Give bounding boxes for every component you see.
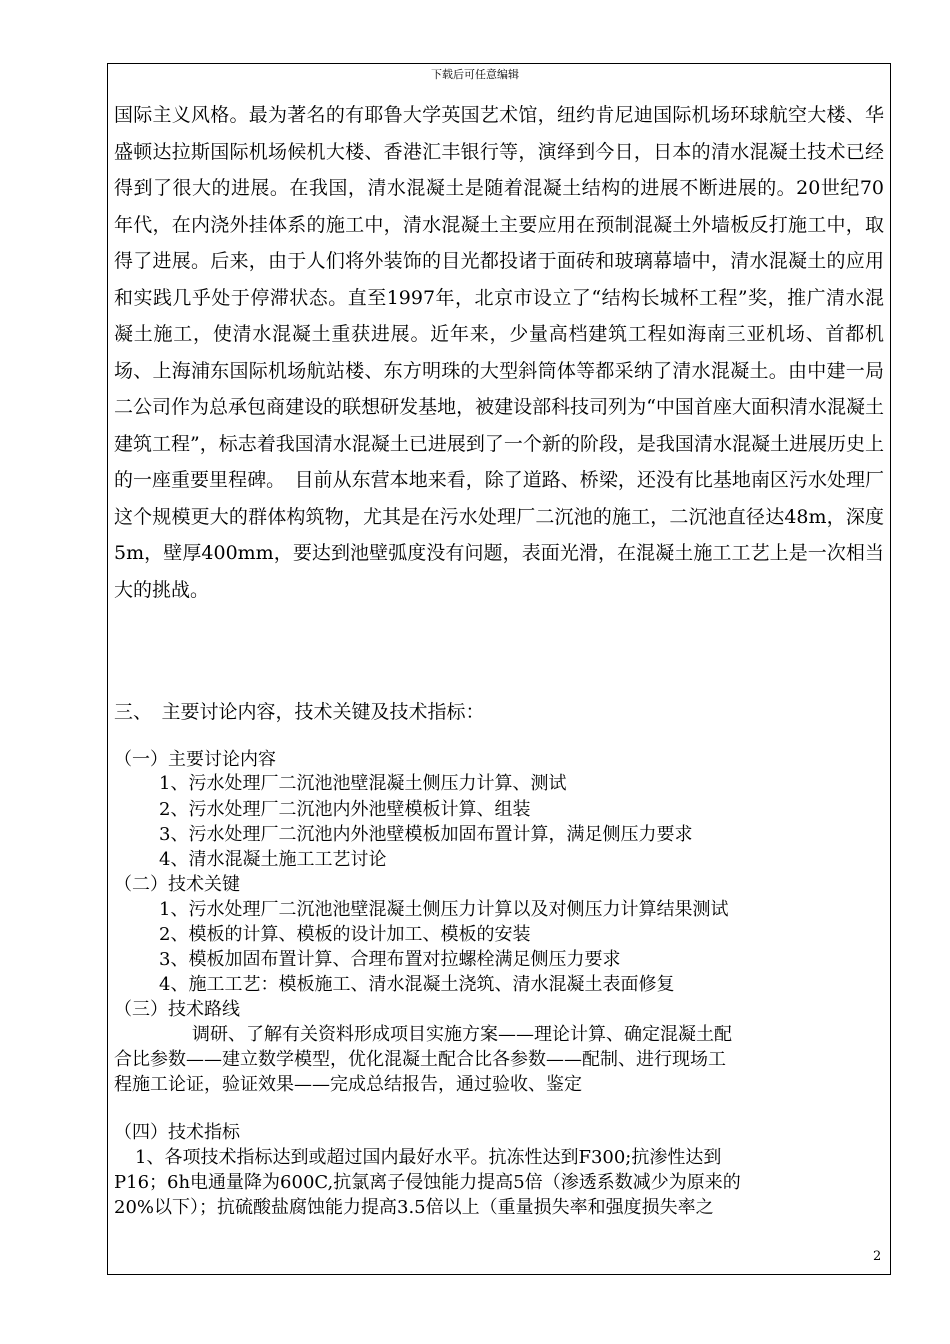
section-three-title: 三、 主要讨论内容，技术关键及技术指标：: [114, 701, 485, 723]
intro-paragraph: 国际主义风格。最为著名的有耶鲁大学英国艺术馆，纽约肯尼迪国际机场环球航空大楼、华盛顿达拉斯国际机场候机大楼、香港汇丰银行等，演绎到今日，日本的清水混凝土技术已经得到了很大的进展。在我国，清水混凝土是随着混凝土结构的进展不断进展的。20世纪70年代，在内浇外挂体系的施工中，清水混凝土主要应用在预制混凝土外墙板反打施工中，取得了进展。后来，由于人们将外装饰的目光都投诸于面砖和玻璃幕墙中，清水混凝土的应用和实践几乎处于停滞状态。直至1997年，北京市设立了“结构长城杯工程”奖，推广清水混凝土施工，使清水混凝土重获进展。近年来，少量高档建筑工程如海南三亚机场、首都机场、上海浦东国际机场航站楼、东方明珠的大型斜筒体等都采纳了清水混凝土。由中建一局二公司作为总承包商建设的联想研发基地，被建设部科技司列为“中国首座大面积清水混凝土建筑工程”，标志着我国清水混凝土已进展到了一个新的阶段，是我国清水混凝土进展历史上的一座重要里程碑。 目前从东营本地来看，除了道路、桥梁，还没有比基地南区污水处理厂这个规模更大的群体构筑物，尤其是在污水处理厂二沉池的施工，二沉池直径达48m，深度5m，壁厚400mm，要达到池壁弧度没有问题，表面光滑，在混凝土施工工艺上是一次相当大的挑战。: [114, 104, 884, 601]
sub4-title: （四）技术指标: [114, 1122, 240, 1143]
sub2-item: 3、模板加固布置计算、合理布置对拉螺栓满足侧压力要求: [159, 949, 621, 970]
sub2-item: 4、施工工艺：模板施工、清水混凝土浇筑、清水混凝土表面修复: [159, 974, 675, 995]
sub3-title: （三）技术路线: [114, 999, 240, 1020]
sub3-line: 合比参数——建立数学模型，优化混凝土配合比各参数——配制、进行现场工: [114, 1049, 726, 1070]
sub2-title: （二）技术关键: [114, 874, 240, 895]
sub4-line: 1、各项技术指标达到或超过国内最好水平。抗冻性达到F300;抗渗性达到: [135, 1147, 722, 1168]
sub3-line: 调研、了解有关资料形成项目实施方案——理论计算、确定混凝土配: [192, 1024, 732, 1045]
sub1-item: 4、清水混凝土施工工艺讨论: [159, 849, 387, 870]
sub1-item: 1、污水处理厂二沉池池壁混凝土侧压力计算、测试: [159, 773, 567, 794]
page-number: 2: [873, 1249, 882, 1264]
sub4-line: 20%以下）；抗硫酸盐腐蚀能力提高3.5倍以上（重量损失率和强度损失率之: [114, 1197, 714, 1218]
sub1-title: （一）主要讨论内容: [114, 749, 276, 770]
sub3-line: 程施工论证，验证效果——完成总结报告，通过验收、鉴定: [114, 1074, 582, 1095]
sub2-item: 2、模板的计算、模板的设计加工、模板的安装: [159, 924, 531, 945]
sub1-item: 2、污水处理厂二沉池内外池壁模板计算、组装: [159, 799, 531, 820]
sub2-item: 1、污水处理厂二沉池池壁混凝土侧压力计算以及对侧压力计算结果测试: [159, 899, 729, 920]
header-note: 下载后可任意编辑: [431, 68, 519, 81]
sub1-item: 3、污水处理厂二沉池内外池壁模板加固布置计算，满足侧压力要求: [159, 824, 693, 845]
sub4-line: P16；6h电通量降为600C,抗氯离子侵蚀能力提高5倍（渗透系数减少为原来的: [114, 1172, 741, 1193]
